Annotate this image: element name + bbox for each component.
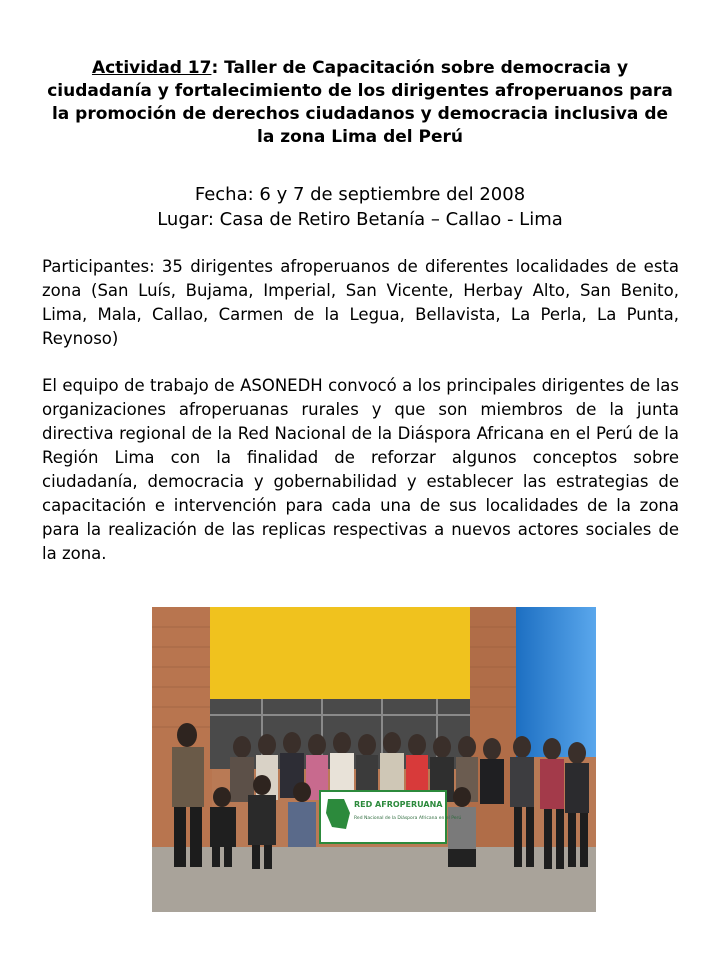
activity-title-text: : Taller de Capacitación sobre democracia y ciudadanía y fortalecimiento de los dirigentes afroperuanos para la promoción de derechos ciudadanos y democracia inclusiva de la zona Lima del Perú <box>47 58 673 147</box>
document-title <box>42 57 678 149</box>
group-photo-illustration <box>152 607 596 912</box>
body-paragraph: El equipo de trabajo de ASONEDH convocó a los principales dirigentes de las organizaciones afroperuanas rurales y que son miembros de la junta directiva regional de la Red Nacional de la Diáspora Africana en el Perú de la Región Lima con la finalidad de reforzar algunos conceptos sobre ciudadanía, democracia y gobernabilidad y establecer las estrategias de capacitación e intervención para cada una de sus localidades de la zona para la realización de las replicas respectivas a nuevos actores sociales de la zona. <box>42 376 679 563</box>
event-date: Fecha: 6 y 7 de septiembre del 2008 <box>194 184 526 205</box>
banner-subtitle: Red Nacional de la Diáspora Africana en el Perú <box>354 816 462 821</box>
banner-title: RED AFROPERUANA <box>354 800 443 809</box>
event-details <box>42 182 678 232</box>
event-place: Lugar: Casa de Retiro Betanía – Callao - Lima <box>157 209 563 230</box>
activity-label: Actividad 17 <box>91 58 212 78</box>
participants-paragraph: Participantes: 35 dirigentes afroperuanos de diferentes localidades de esta zona (San Luís, Bujama, Imperial, San Vicente, Herbay Alto, San Benito, Lima, Mala, Callao, Carmen de la Legua, Bellavista, La Perla, La Punta, Reynoso) <box>42 257 679 348</box>
group-photo <box>152 607 596 912</box>
